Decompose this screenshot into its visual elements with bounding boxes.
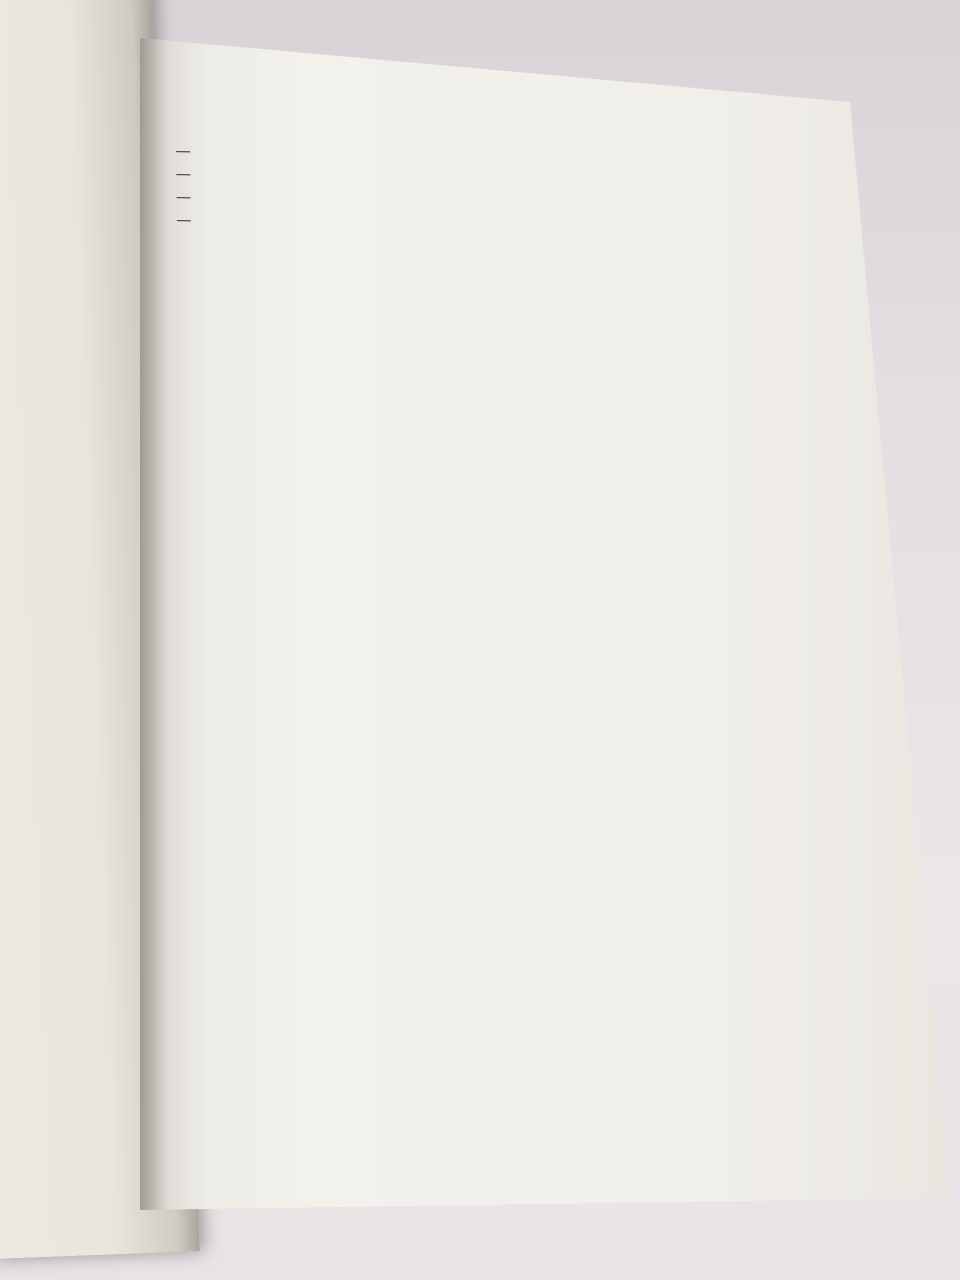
fraction-bar (176, 174, 190, 175)
fraction-3-8 (176, 172, 190, 177)
fraction-3-8 (176, 149, 190, 154)
fraction-bar (176, 151, 190, 152)
fraction-5-8 (177, 218, 191, 223)
fraction-bar (177, 197, 191, 198)
page-text (170, 140, 771, 241)
fraction-bar (177, 220, 191, 221)
fraction-3-8 (177, 195, 191, 200)
